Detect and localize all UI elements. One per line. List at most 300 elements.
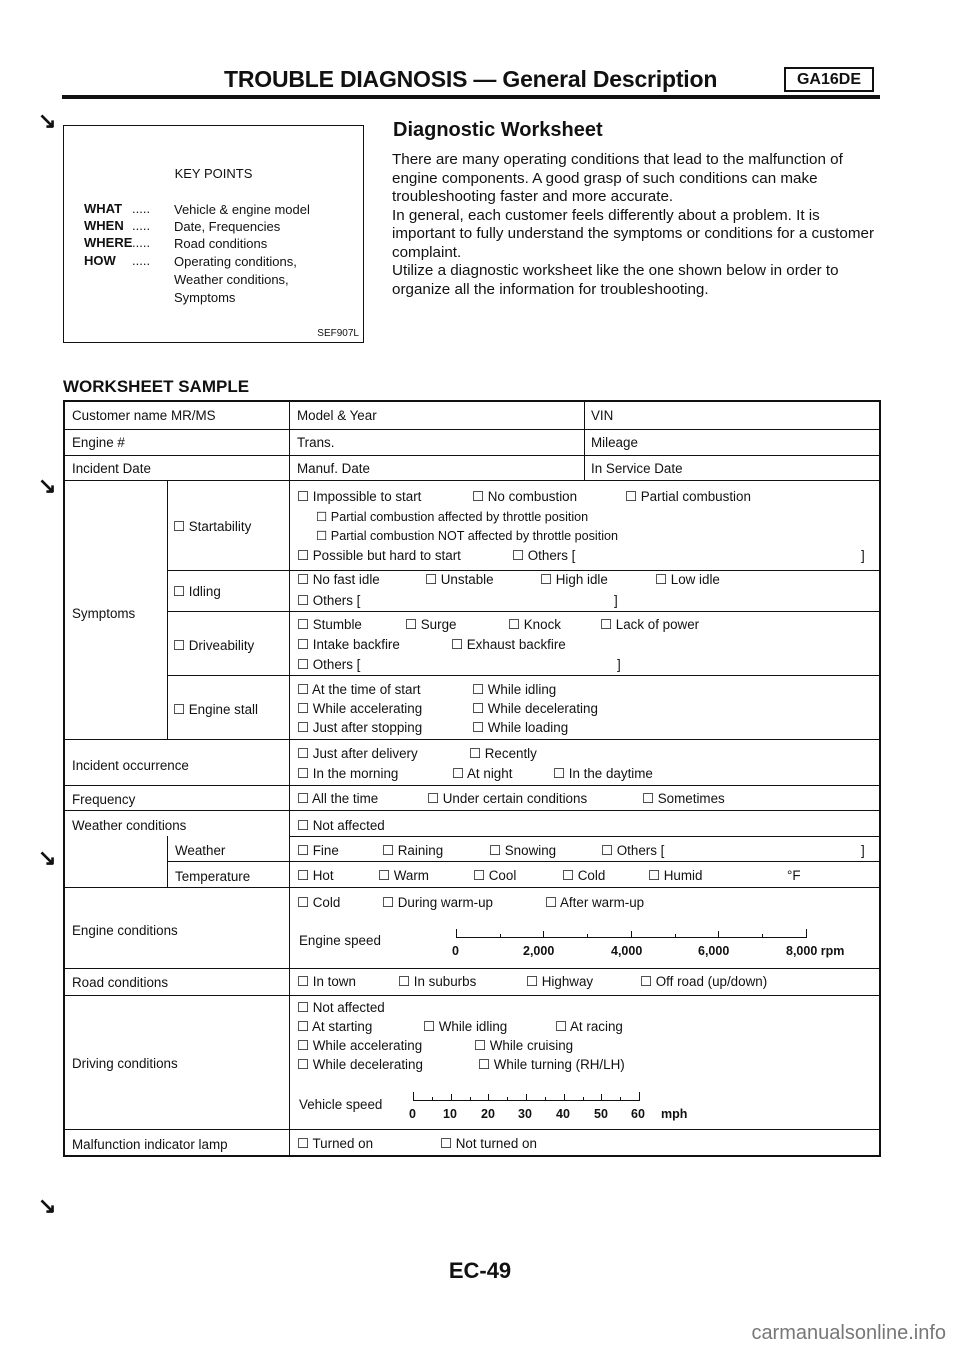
option-label: Lack of power (615, 617, 700, 632)
page-number: EC-49 (448, 1258, 512, 1283)
checkbox-option[interactable] (297, 572, 380, 588)
option-label: Partial combustion (640, 489, 751, 504)
checkbox-option[interactable] (553, 766, 653, 782)
option-label: While accelerating (312, 701, 423, 716)
checkbox[interactable]: ☐ (398, 974, 411, 989)
checkbox[interactable]: ☐ (452, 766, 465, 781)
checkbox[interactable]: ☐ (297, 720, 310, 735)
diagnostic-worksheet-text (392, 151, 882, 299)
key-desc (174, 253, 297, 307)
option-label: Surge (420, 617, 457, 632)
checkbox[interactable]: ☐ (297, 1019, 310, 1034)
option-label: Impossible to start (312, 489, 422, 504)
option-label: Partial combustion NOT affected by throttle position (330, 529, 619, 543)
figure-id: SEF907L (317, 328, 359, 339)
checkbox[interactable]: ☐ (297, 1057, 310, 1072)
checkbox-option[interactable] (423, 1019, 507, 1035)
checkbox[interactable]: ☐ (173, 702, 186, 717)
customer-name-label: Customer name MR/MS (72, 408, 216, 423)
scale-label: 8,000 rpm (786, 944, 845, 958)
engine-stall-option[interactable] (173, 702, 258, 718)
checkbox[interactable]: ☐ (553, 766, 566, 781)
checkbox[interactable]: ☐ (526, 974, 539, 989)
checkbox[interactable]: ☐ (423, 1019, 436, 1034)
checkbox-option[interactable] (297, 1136, 373, 1152)
key-point-where (84, 235, 267, 253)
row-divider (65, 1129, 879, 1130)
key-desc: Date, Frequencies (174, 219, 281, 234)
option-label: Recently (484, 746, 537, 761)
checkbox-option[interactable] (297, 548, 461, 564)
driving-conditions-label: Driving conditions (72, 1056, 178, 1071)
scale-label: 6,000 (698, 944, 730, 958)
checkbox[interactable]: ☐ (297, 1000, 310, 1015)
checkbox[interactable]: ☐ (297, 843, 310, 858)
incident-date-label: Incident Date (72, 461, 151, 476)
header-rule (62, 95, 880, 99)
bracket-close: ] (861, 843, 865, 858)
checkbox[interactable]: ☐ (425, 572, 438, 587)
key-dots: ..... (132, 218, 151, 233)
option-label: Cold (312, 895, 341, 910)
option-label: Just after delivery (312, 746, 418, 761)
scale-label: 20 (481, 1107, 495, 1121)
checkbox-option[interactable] (297, 657, 360, 673)
key-desc: Vehicle & engine model (174, 202, 310, 217)
checkbox-option[interactable] (642, 791, 725, 807)
scale-tick (639, 1092, 640, 1101)
scale-label: mph (661, 1107, 688, 1121)
checkbox-option[interactable] (555, 1019, 623, 1035)
trans-label: Trans. (297, 435, 335, 450)
scale-tick (587, 934, 588, 938)
option-label: Driveability (188, 638, 255, 653)
checkbox[interactable]: ☐ (297, 818, 310, 833)
checkbox[interactable]: ☐ (601, 843, 614, 858)
row-divider (65, 429, 879, 430)
option-label: While accelerating (312, 1038, 423, 1053)
option-label: Raining (397, 843, 444, 858)
scale-tick (631, 931, 632, 938)
option-label: Humid (663, 868, 703, 883)
option-label: No fast idle (312, 572, 380, 587)
checkbox[interactable]: ☐ (555, 1019, 568, 1034)
row-divider (167, 675, 879, 676)
scale-tick (526, 1094, 527, 1101)
vehicle-speed-label: Vehicle speed (299, 1097, 383, 1112)
key-desc: Road conditions (174, 236, 268, 251)
checkbox[interactable]: ☐ (297, 1038, 310, 1053)
checkbox[interactable]: ☐ (297, 572, 310, 587)
checkbox[interactable]: ☐ (382, 895, 395, 910)
checkbox-option[interactable] (474, 1038, 573, 1054)
checkbox-option[interactable] (655, 572, 720, 588)
checkbox-option[interactable] (427, 791, 587, 807)
page-header (62, 62, 880, 96)
option-label: Warm (393, 868, 429, 883)
column-divider (167, 836, 168, 887)
checkbox-option[interactable] (469, 746, 537, 762)
option-label: Low idle (670, 572, 720, 587)
checkbox-option[interactable] (451, 637, 566, 653)
checkbox-option[interactable] (297, 701, 422, 717)
checkbox[interactable]: ☐ (316, 510, 328, 524)
checkbox[interactable]: ☐ (474, 1038, 487, 1053)
checkbox[interactable]: ☐ (297, 548, 310, 563)
option-label: Exhaust backfire (466, 637, 566, 652)
option-label: At the time of start (312, 682, 421, 697)
option-label: Startability (188, 519, 252, 534)
checkbox[interactable]: ☐ (655, 572, 668, 587)
checkbox[interactable]: ☐ (642, 791, 655, 806)
checkbox-option[interactable] (526, 974, 593, 990)
vehicle-speed-scale (409, 1092, 713, 1122)
checkbox-option[interactable] (489, 843, 556, 859)
checkbox-option[interactable] (452, 766, 512, 782)
checkbox-option[interactable] (648, 868, 702, 884)
row-divider (65, 480, 879, 481)
option-label: In the morning (312, 766, 399, 781)
checkbox-option[interactable] (378, 868, 429, 884)
scale-tick (543, 931, 544, 938)
option-label: Not affected (312, 1000, 385, 1015)
checkbox[interactable]: ☐ (173, 638, 186, 653)
option-label: While idling (438, 1019, 508, 1034)
checkbox[interactable]: ☐ (451, 637, 464, 652)
option-label: While decelerating (312, 1057, 423, 1072)
engine-conditions-label: Engine conditions (72, 923, 178, 938)
row-divider (289, 836, 879, 837)
row-divider (167, 570, 879, 571)
page-title: TROUBLE DIAGNOSIS — General Description (224, 66, 718, 92)
checkbox-option[interactable] (472, 720, 568, 736)
scale-tick (806, 929, 807, 938)
option-label: Idling (188, 584, 221, 599)
manuf-date-label: Manuf. Date (297, 461, 370, 476)
option-label: Just after stopping (312, 720, 423, 735)
key-term: HOW (84, 253, 116, 268)
scale-label: 0 (409, 1107, 416, 1121)
diagnostic-worksheet-heading: Diagnostic Worksheet (393, 119, 603, 141)
key-points-title: KEY POINTS (174, 166, 253, 181)
checkbox-option[interactable] (297, 974, 356, 990)
checkbox-option[interactable] (512, 548, 575, 564)
checkbox[interactable]: ☐ (508, 617, 521, 632)
scale-tick (675, 934, 676, 938)
temperature-unit: °F (787, 868, 801, 883)
bracket-close: ] (614, 593, 618, 608)
checkbox-option[interactable] (382, 895, 493, 911)
scale-tick (762, 934, 763, 938)
checkbox[interactable]: ☐ (297, 593, 310, 608)
option-label: During warm-up (397, 895, 494, 910)
option-label: No combustion (487, 489, 578, 504)
option-label: Others [ (312, 657, 361, 672)
scale-tick (507, 1097, 508, 1101)
option-label: While cruising (489, 1038, 574, 1053)
scale-tick (620, 1097, 621, 1101)
incident-occurrence-label: Incident occurrence (72, 758, 189, 773)
engine-number-label: Engine # (72, 435, 125, 450)
checkbox-option[interactable] (540, 572, 608, 588)
row-divider (167, 861, 879, 862)
checkbox[interactable]: ☐ (297, 895, 310, 910)
checkbox-option[interactable] (508, 617, 561, 633)
road-conditions-label: Road conditions (72, 975, 169, 990)
checkbox[interactable]: ☐ (625, 489, 638, 504)
option-label: Sometimes (657, 791, 725, 806)
frequency-label: Frequency (72, 792, 136, 807)
checkbox[interactable]: ☐ (297, 791, 310, 806)
checkbox-option[interactable] (640, 974, 767, 990)
checkbox-option[interactable] (297, 746, 418, 762)
key-points-box (63, 125, 364, 343)
checkbox-option[interactable] (297, 489, 421, 505)
key-point-what (84, 201, 310, 219)
checkbox-option[interactable] (562, 868, 605, 884)
checkbox-option[interactable] (405, 617, 456, 633)
symptoms-label: Symptoms (72, 606, 136, 621)
column-divider (167, 480, 168, 739)
option-label: Possible but hard to start (312, 548, 461, 563)
checkbox[interactable]: ☐ (427, 791, 440, 806)
mil-label: Malfunction indicator lamp (72, 1137, 228, 1152)
key-dots: ..... (132, 235, 151, 250)
bracket-close: ] (617, 657, 621, 672)
scale-label: 40 (556, 1107, 570, 1121)
checkbox-option[interactable] (297, 868, 334, 884)
checkbox-option[interactable] (472, 489, 577, 505)
option-label: Knock (523, 617, 561, 632)
scale-tick (545, 1097, 546, 1101)
option-label: In town (312, 974, 356, 989)
driveability-option[interactable] (173, 638, 254, 654)
checkbox[interactable]: ☐ (382, 843, 395, 858)
worksheet-sample-heading: WORKSHEET SAMPLE (63, 377, 250, 396)
checkbox[interactable]: ☐ (297, 701, 310, 716)
option-label: Intake backfire (312, 637, 400, 652)
checkbox-option[interactable] (382, 843, 443, 859)
checkbox-option[interactable] (297, 766, 398, 782)
checkbox-option[interactable] (601, 843, 664, 859)
checkbox-option[interactable] (545, 895, 644, 911)
option-label: Others [ (616, 843, 665, 858)
checkbox[interactable]: ☐ (512, 548, 525, 563)
checkbox[interactable]: ☐ (478, 1057, 491, 1072)
idling-option[interactable] (173, 584, 221, 600)
checkbox-option[interactable] (297, 720, 422, 736)
checkbox[interactable]: ☐ (562, 868, 575, 883)
option-label: Stumble (312, 617, 362, 632)
key-desc-line: Operating conditions, (174, 254, 297, 269)
option-label: All the time (312, 791, 379, 806)
row-divider (65, 968, 879, 969)
key-dots: ..... (132, 253, 151, 268)
checkbox-option[interactable] (425, 572, 494, 588)
option-label: Highway (541, 974, 594, 989)
checkbox-option[interactable] (473, 868, 516, 884)
checkbox[interactable]: ☐ (297, 489, 310, 504)
paragraph: In general, each customer feels differently about a problem. It is important to fully understand the symptoms or conditions for a customer complaint. (392, 206, 875, 261)
option-label: Cool (488, 868, 517, 883)
checkbox-option[interactable] (600, 617, 699, 633)
margin-mark: ↘ (38, 473, 57, 498)
checkbox[interactable]: ☐ (600, 617, 613, 632)
checkbox[interactable]: ☐ (297, 637, 310, 652)
checkbox-option[interactable] (297, 617, 362, 633)
checkbox-option[interactable] (316, 509, 588, 525)
scale-tick (413, 1092, 414, 1101)
scale-label: 30 (518, 1107, 532, 1121)
checkbox[interactable]: ☐ (545, 895, 558, 910)
option-label: In the daytime (568, 766, 653, 781)
checkbox-option[interactable] (297, 791, 378, 807)
checkbox[interactable]: ☐ (405, 617, 418, 632)
engine-speed-label: Engine speed (299, 933, 381, 948)
checkbox[interactable]: ☐ (472, 489, 485, 504)
option-label: Not affected (312, 818, 385, 833)
checkbox-option[interactable] (472, 701, 598, 717)
option-label: While idling (487, 682, 557, 697)
checkbox[interactable]: ☐ (378, 868, 391, 883)
option-label: Others [ (527, 548, 576, 563)
scale-label: 4,000 (611, 944, 643, 958)
key-dots: ..... (132, 201, 151, 216)
option-label: Cold (577, 868, 606, 883)
checkbox-option[interactable] (297, 1019, 372, 1035)
checkbox[interactable]: ☐ (440, 1136, 453, 1151)
scale-tick (564, 1094, 565, 1101)
checkbox-option[interactable] (297, 818, 385, 834)
key-desc-line: Weather conditions, (174, 272, 289, 287)
checkbox-option[interactable] (297, 593, 360, 609)
option-label: Turned on (312, 1136, 374, 1151)
checkbox[interactable]: ☐ (472, 720, 485, 735)
checkbox[interactable]: ☐ (297, 868, 310, 883)
paragraph: There are many operating conditions that lead to the malfunction of engine components. A good grasp of such conditions can make troubleshooting faster and more accurate. (392, 151, 843, 205)
option-label: Fine (312, 843, 339, 858)
checkbox[interactable]: ☐ (297, 617, 310, 632)
scale-tick (488, 1094, 489, 1101)
checkbox[interactable]: ☐ (469, 746, 482, 761)
option-label: After warm-up (560, 895, 645, 910)
weather-label: Weather (175, 843, 226, 858)
option-label: Not turned on (455, 1136, 537, 1151)
checkbox[interactable]: ☐ (540, 572, 553, 587)
option-label: Partial combustion affected by throttle position (330, 510, 589, 524)
checkbox[interactable]: ☐ (297, 746, 310, 761)
checkbox-option[interactable] (398, 974, 476, 990)
column-divider (289, 402, 290, 1155)
checkbox-option[interactable] (297, 895, 340, 911)
row-divider (65, 995, 879, 996)
checkbox-option[interactable] (297, 1057, 423, 1073)
engine-code-badge: GA16DE (784, 67, 874, 92)
weather-conditions-label: Weather conditions (72, 818, 187, 833)
scale-label: 50 (594, 1107, 608, 1121)
margin-mark: ↘ (38, 845, 57, 870)
scale-label: 60 (631, 1107, 645, 1121)
option-label: While decelerating (487, 701, 598, 716)
checkbox[interactable]: ☐ (648, 868, 661, 883)
startability-option[interactable] (173, 519, 251, 535)
option-label: At racing (570, 1019, 623, 1034)
temperature-label: Temperature (175, 869, 251, 884)
vin-label: VIN (591, 408, 614, 423)
checkbox[interactable]: ☐ (472, 701, 485, 716)
checkbox[interactable]: ☐ (173, 584, 186, 599)
option-label: At starting (312, 1019, 373, 1034)
row-divider (65, 785, 879, 786)
checkbox-option[interactable] (625, 489, 751, 505)
checkbox[interactable]: ☐ (173, 519, 186, 534)
scale-tick (470, 1097, 471, 1101)
key-term: WHAT (84, 201, 123, 216)
worksheet-table (63, 400, 881, 1157)
margin-mark: ↘ (38, 1193, 57, 1218)
row-divider (65, 887, 879, 888)
margin-mark: ↘ (38, 108, 57, 133)
scale-label: 10 (443, 1107, 457, 1121)
checkbox-option[interactable] (472, 682, 556, 698)
option-label: In suburbs (413, 974, 477, 989)
checkbox-option[interactable] (316, 528, 618, 544)
scale-label: 0 (452, 944, 459, 958)
scale-tick (500, 934, 501, 938)
checkbox-option[interactable] (478, 1057, 625, 1073)
option-label: Others [ (312, 593, 361, 608)
checkbox-option[interactable] (297, 1038, 422, 1054)
option-label: Snowing (504, 843, 557, 858)
in-service-date-label: In Service Date (591, 461, 683, 476)
key-term: WHERE (84, 235, 133, 250)
checkbox-option[interactable] (297, 682, 421, 698)
option-label: Engine stall (188, 702, 258, 717)
checkbox-option[interactable] (297, 843, 339, 859)
checkbox-option[interactable] (297, 637, 400, 653)
row-divider (167, 611, 879, 612)
checkbox[interactable]: ☐ (297, 766, 310, 781)
checkbox[interactable]: ☐ (297, 974, 310, 989)
option-label: At night (467, 766, 513, 781)
checkbox-option[interactable] (297, 1000, 385, 1016)
option-label: Off road (up/down) (655, 974, 768, 989)
option-label: While loading (487, 720, 569, 735)
watermark: carmanualsonline.info (751, 1322, 946, 1344)
scale-tick (456, 929, 457, 938)
checkbox-option[interactable] (440, 1136, 537, 1152)
key-point-how (84, 253, 297, 307)
scale-tick (432, 1097, 433, 1101)
checkbox[interactable]: ☐ (297, 657, 310, 672)
scale-tick (718, 931, 719, 938)
option-label: High idle (555, 572, 608, 587)
column-divider (584, 402, 585, 480)
checkbox[interactable]: ☐ (640, 974, 653, 989)
key-term: WHEN (84, 218, 124, 233)
scale-label: 2,000 (523, 944, 555, 958)
checkbox[interactable]: ☐ (297, 1136, 310, 1151)
checkbox[interactable]: ☐ (297, 682, 310, 697)
scale-tick (451, 1094, 452, 1101)
checkbox[interactable]: ☐ (472, 682, 485, 697)
option-label: Under certain conditions (442, 791, 588, 806)
checkbox[interactable]: ☐ (489, 843, 502, 858)
row-divider (65, 810, 879, 811)
checkbox[interactable]: ☐ (473, 868, 486, 883)
row-divider (65, 455, 879, 456)
checkbox[interactable]: ☐ (316, 529, 328, 543)
